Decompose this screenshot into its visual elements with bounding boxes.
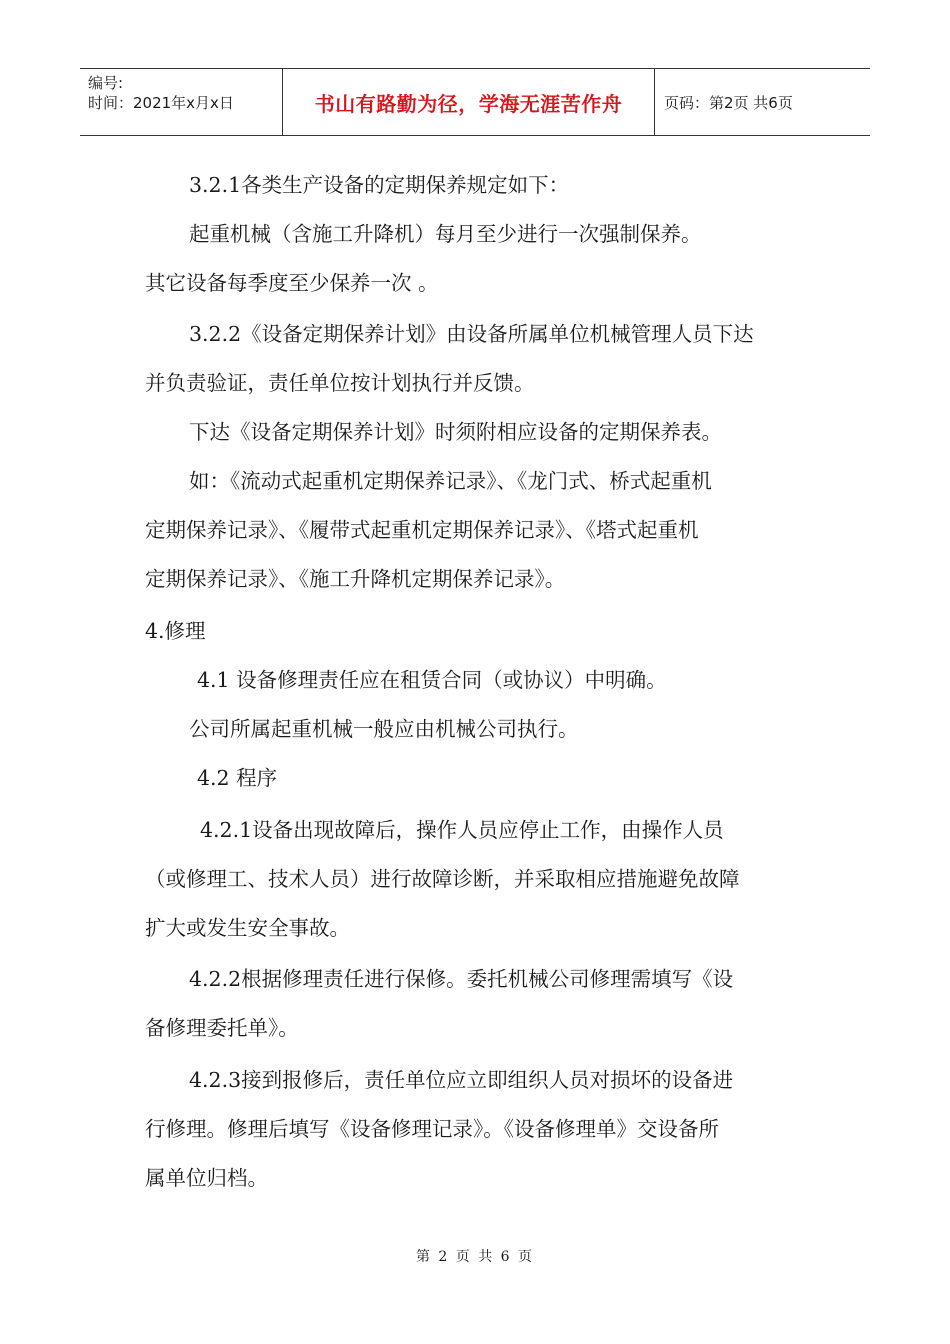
document-number-label: 编号:	[88, 74, 124, 92]
text-line: 并负责验证，责任单位按计划执行并反馈。	[145, 371, 535, 395]
text-line: 行修理。修理后填写《设备修理记录》。《设备修理单》交设备所	[145, 1117, 719, 1141]
text-line: 定期保养记录》、《施工升降机定期保养记录》。	[145, 567, 566, 591]
text-line: 4.2.1设备出现故障后，操作人员应停止工作，由操作人员	[200, 818, 724, 842]
subsection-heading: 4.2 程序	[197, 766, 278, 790]
text-line: 3.2.1各类生产设备的定期保养规定如下：	[189, 173, 570, 197]
paragraph-3-2-2	[145, 310, 815, 604]
section-heading: 4.修理	[145, 619, 206, 643]
text-line: 如：《流动式起重机定期保养记录》、《龙门式、桥式起重机	[189, 469, 712, 493]
text-line: 4.1 设备修理责任应在租赁合同（或协议）中明确。	[197, 668, 667, 692]
text-line: 3.2.2《设备定期保养计划》由设备所属单位机械管理人员下达	[189, 322, 754, 346]
text-line: （或修理工、技术人员）进行故障诊断，并采取相应措施避免故障	[145, 867, 740, 891]
document-header	[80, 68, 870, 136]
paragraph-4-2-1	[145, 806, 815, 953]
text-line: 属单位归档。	[145, 1166, 268, 1190]
paragraph-3-2-1	[145, 161, 815, 308]
text-line: 下达《设备定期保养计划》时须附相应设备的定期保养表。	[189, 420, 722, 444]
page-footer: 第 2 页 共 6 页	[415, 1249, 535, 1265]
text-line: 4.2.2根据修理责任进行保修。委托机械公司修理需填写《设	[189, 967, 734, 991]
header-page-info: 页码：第2页 共6页	[664, 93, 793, 112]
document-time-label: 时间：2021年x月x日	[88, 94, 234, 112]
text-line: 扩大或发生安全事故。	[145, 916, 350, 940]
paragraph-4-2-3	[145, 1056, 815, 1203]
header-motto: 书山有路勤为径，学海无涯苦作舟	[283, 69, 655, 135]
text-line: 定期保养记录》、《履带式起重机定期保养记录》、《塔式起重机	[145, 518, 699, 542]
header-meta	[80, 69, 283, 135]
text-line: 起重机械（含施工升降机）每月至少进行一次强制保养。	[189, 222, 702, 246]
text-line: 其它设备每季度至少保养一次 。	[145, 271, 439, 295]
text-line: 备修理委托单》。	[145, 1016, 299, 1040]
section-4-repair	[145, 607, 815, 803]
text-line: 公司所属起重机械一般应由机械公司执行。	[189, 717, 579, 741]
text-line: 4.2.3接到报修后，责任单位应立即组织人员对损坏的设备进	[189, 1068, 734, 1092]
paragraph-4-2-2	[145, 955, 815, 1053]
